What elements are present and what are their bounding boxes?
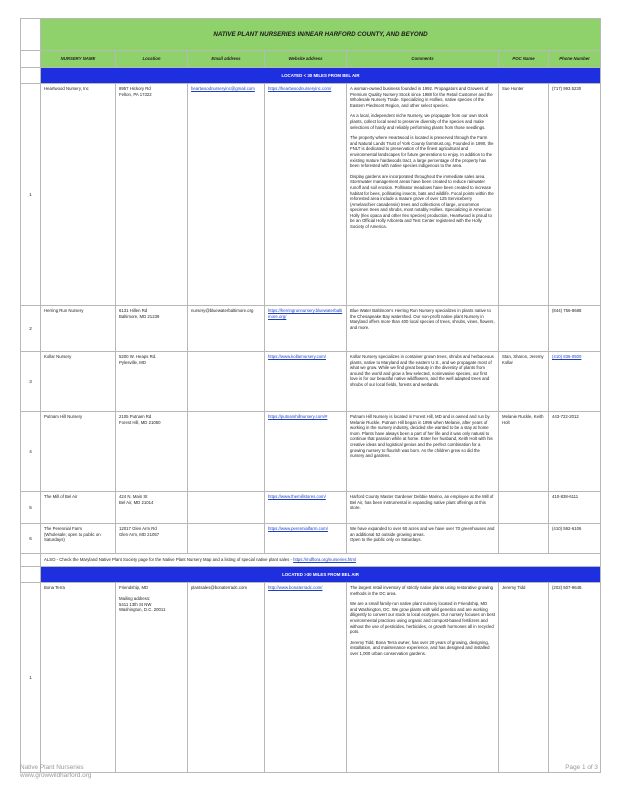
nursery-name-cell <box>41 492 116 524</box>
nursery-table <box>20 18 601 773</box>
phone-number-cell <box>549 492 601 524</box>
title-row <box>21 19 601 51</box>
poc-name: Sue Hunter <box>502 86 524 91</box>
phone-number-cell <box>549 583 601 773</box>
row-number: 3 <box>29 378 32 384</box>
nursery-website-cell <box>265 352 347 412</box>
nursery-website-cell <box>265 524 347 554</box>
nursery-name: Kollar Nursery <box>44 354 72 359</box>
nursery-name: Herring Run Nursery <box>44 308 84 313</box>
table-row <box>21 524 601 554</box>
comment-paragraph: The property where Heartwood is located is preserved through the Farm and Natural Lands Trust of York County farmtrust.org. Founded in 1990, the FNLT is dedicated to preservation of the finest agricultural and environmental landscapes for future generations to enjoy. In addition to the existing mature hardwoods tract, a large percentage of the property has been reforested with native species indigenous to the area. <box>350 135 494 169</box>
also-row <box>21 554 601 567</box>
table-row <box>21 84 601 306</box>
nursery-name: Bona Terra <box>44 585 65 590</box>
nursery-website-cell <box>265 412 347 492</box>
nursery-location-cell <box>116 84 188 306</box>
col-website: Website address <box>265 51 347 68</box>
nursery-location-cell <box>116 583 188 773</box>
nursery-location: 6131 Hillen Rd Baltimore, MD 21239 <box>119 308 160 319</box>
nursery-name-cell <box>41 583 116 773</box>
table-row <box>21 492 601 524</box>
nursery-comments <box>347 352 499 412</box>
rows-far <box>21 583 601 773</box>
rows-near <box>21 84 601 554</box>
nursery-location: 8957 Hickory Rd Felton, PA 17322 <box>119 86 152 97</box>
row-number-cell <box>21 583 41 773</box>
page-number: Page 1 of 3 <box>565 764 598 771</box>
row-number-cell <box>21 492 41 524</box>
section-heading: LOCATED < 30 MILES FROM BEL AIR <box>41 68 601 84</box>
nursery-sheet <box>20 18 600 773</box>
row-number: 6 <box>29 535 32 541</box>
nursery-location-cell <box>116 352 188 412</box>
comment-paragraph: We have expanded to over 60 acres and we have over 70 greenhouses and an additional 52 outside growing areas. Open to the public only on Saturdays. <box>350 526 495 543</box>
header-row <box>21 51 601 68</box>
nursery-email-link[interactable]: heartwoodnurseryinc@gmail.com <box>191 86 255 91</box>
comment-paragraph: Blue Water Baltimore's Herring Run Nursery specializes in plants native to the Chesapeake Bay watershed. Our non-profit native plant Nursery in Maryland offers more than 400 local species of trees, shrubs, vines, flowers, and more. <box>350 308 495 330</box>
nursery-email: nursery@bluewaterbaltimore.org <box>191 308 254 313</box>
nursery-email-cell <box>188 524 265 554</box>
col-comments: Comments <box>347 51 499 68</box>
nursery-name-cell <box>41 84 116 306</box>
nursery-name-cell <box>41 306 116 352</box>
nursery-name: Putnam Hill Nursery <box>44 414 83 419</box>
poc-name-cell <box>499 84 549 306</box>
row-number-cell <box>21 306 41 352</box>
poc-name: Stan, Sharon, Jeremy Kollar <box>502 354 544 365</box>
nursery-comments <box>347 84 499 306</box>
comment-paragraph: Putnam Hill Nursery is located in Forest Hill, MD and is owned and run by Melanie Ruckle. Putnam Hill began in 1996 when Melanie, after years of working in the nursery industry, decided she wanted to be a stay at home mom. Plants have always been a part of her life and it was only natural to continue that passion while at home. Enter her husband, Keith Holt with his creative ideas and logistical genius and the perfect combination for a growing nursery to flourish was born. As the children grew so did the nursery and gardens. <box>350 414 493 459</box>
row-number-cell <box>21 524 41 554</box>
col-email: Email address <box>188 51 265 68</box>
nursery-name: The Perennial Farm (Wholesale; open to public on Saturdays) <box>44 526 101 543</box>
nursery-comments <box>347 524 499 554</box>
poc-name-cell <box>499 492 549 524</box>
phone-number-cell <box>549 412 601 492</box>
col-nursery-name: NURSERY NAME <box>41 51 116 68</box>
nursery-website-link[interactable]: https://putnamhillnursery.com/# <box>268 414 328 419</box>
poc-name: Jeremy Tidd <box>502 585 526 590</box>
comment-paragraph: Display gardens are incorporated throughout the immediate sales area. Stormwater management areas have been created to reduce rainwater runoff and soil erosion. Pollinator meadows have been created to increase habitat for bees, pollinating insects, bats and wildlife. Focal points within the reforested area include a mature grove of over 125 Serviceberry (Amelanchier canadensis) trees and collections of large, uncommon specimen trees and shrubs, most notably Hollies. Specializing in American Holly (Ilex opaca and other Ilex species) production, Heartwood is proud to be an Official Holly Arboreta and Test Center registered with the Holly Society of America. <box>350 173 494 230</box>
poc-name-cell <box>499 524 549 554</box>
poc-name-cell <box>499 412 549 492</box>
phone-number: 410-838-6111 <box>552 494 579 499</box>
nursery-location: 2105 Putnam Rd Forest Hill, MD 21050 <box>119 414 161 425</box>
mnps-link[interactable]: https://mdflora.org/nurseries.html <box>293 557 356 563</box>
col-poc: POC Name <box>499 51 549 68</box>
footer-left <box>20 764 91 780</box>
nursery-location: 424 N. Main St Bel Air, MD 21014 <box>119 494 154 505</box>
phone-number: 443-722-2012 <box>552 414 579 419</box>
table-row <box>21 412 601 492</box>
document-title: NATIVE PLANT NURSERIES IN/NEAR HARFORD COUNTY, AND BEYOND <box>41 19 601 51</box>
phone-number: (844) 756-8688 <box>552 308 582 313</box>
nursery-website-link[interactable]: https://herringrunnursery.bluewaterbaltimore.org/ <box>268 308 343 319</box>
nursery-name-cell <box>41 412 116 492</box>
col-phone: Phone Number <box>549 51 601 68</box>
nursery-comments <box>347 306 499 352</box>
nursery-website-link[interactable]: https://heartwoodnurseryinc.com/ <box>268 86 332 91</box>
row-number-cell <box>21 352 41 412</box>
nursery-email-cell <box>188 84 265 306</box>
phone-number: (202) 507-9648. <box>552 585 583 590</box>
row-number: 2 <box>29 325 32 331</box>
comment-paragraph: As a local, independent niche Nursery, we propagate from our own stock plants, collect local seed to preserve diversity of the species and make selections of hardy and reliably performing plants from those seedlings. <box>350 113 488 130</box>
nursery-email-cell <box>188 492 265 524</box>
comment-paragraph: We are a small family-run native plant nursery located in Friendship, MD and Washington, DC. We grow plants with wild genetics and are working diligently to convert our stock to local ecotypes. Our nursery focuses on best environmental practices using organic and compost-based fertilizers and without the use of pesticides, herbicides, or growth hormones all in recycled pots. <box>350 601 495 635</box>
comment-paragraph: Kollar Nursery specializes in container grown trees, shrubs and herbaceous plants, native to Maryland and the eastern U.S., and we propagate most of what we grow. While we find great beauty in the diversity of plants from around the world and grow a few selected, noninvasive species, our first love is for our beautiful native wildflowers, and the well adapted trees and shrubs of our local fields, forests and wetlands. <box>350 354 494 387</box>
nursery-comments <box>347 583 499 773</box>
poc-name: Melanie Ruckle, Keith Holt <box>502 414 544 425</box>
poc-name-cell <box>499 352 549 412</box>
table-row <box>21 306 601 352</box>
nursery-location: 12017 Glen Arm Rd Glen Arm, MD 21057 <box>119 526 160 537</box>
poc-name-cell <box>499 306 549 352</box>
row-number: 1 <box>29 674 32 680</box>
nursery-location: Friendship, MD Mailing address: 5411 13th St NW Washington, D.C. 20011 <box>119 585 166 613</box>
table-row <box>21 583 601 773</box>
row-number-cell <box>21 84 41 306</box>
footer-title: Native Plant Nurseries <box>20 764 84 771</box>
phone-number: (410) 592-6106 <box>552 526 582 531</box>
nursery-email-cell <box>188 306 265 352</box>
nursery-website-cell <box>265 492 347 524</box>
section-heading: LOCATED >30 MILES FROM BEL AIR <box>41 567 601 583</box>
nursery-comments <box>347 412 499 492</box>
nursery-email-cell <box>188 352 265 412</box>
row-number: 4 <box>29 448 32 454</box>
comment-paragraph: A woman-owned business founded in 1992. Propagators and Growers of Premium Quality Nursery Stock since 1988 for the Retail Customer and the Wholesale Nursery Trade. Specializing in Hollies, native species of the Eastern Piedmont Region, and other select species. <box>350 86 493 108</box>
phone-number-cell <box>549 352 601 412</box>
col-location: Location <box>116 51 188 68</box>
nursery-website-cell <box>265 306 347 352</box>
nursery-location-cell <box>116 306 188 352</box>
nursery-name: Heartwood Nursery, Inc <box>44 86 89 91</box>
nursery-website-link[interactable]: https://www.perennialfarm.com/ <box>268 526 328 531</box>
nursery-website-cell <box>265 583 347 773</box>
nursery-name-cell <box>41 524 116 554</box>
row-number-cell <box>21 412 41 492</box>
nursery-email: plantsales@bonaterradc.com <box>191 585 247 590</box>
nursery-location-cell <box>116 412 188 492</box>
row-number: 1 <box>29 191 32 197</box>
nursery-location: 5200 W. Heaps Rd. Pylesville, MD <box>119 354 157 365</box>
comment-paragraph: Harford County Master Gardener Debbie Marino, an employee at the Mill of Bel Air, has been instrumental in expanding native plant offerings at this store. <box>350 494 494 511</box>
phone-number: (717) 993.5230 <box>552 86 582 91</box>
comment-paragraph: The largest retail inventory of strictly native plants using restorative growing methods in the DC area. <box>350 585 494 596</box>
table-row <box>21 352 601 412</box>
nursery-website-cell <box>265 84 347 306</box>
row-number: 5 <box>29 504 32 510</box>
phone-number-cell <box>549 524 601 554</box>
footer-url: www.growwildharford.org <box>20 772 92 779</box>
phone-number[interactable]: (410) 836-0500 <box>552 354 582 359</box>
comment-paragraph: Jeremy Tidd, Bona Terra owner, has over 20 years of growing, designing, installation, and maintenance experience, and has designed and installed over 1,000 urban conservation gardens. <box>350 639 490 656</box>
section-row <box>21 567 601 583</box>
nursery-location-cell <box>116 492 188 524</box>
nursery-name: The Mill of Bel Air <box>44 494 78 499</box>
nursery-comments <box>347 492 499 524</box>
nursery-website-link[interactable]: http://www.bonaterradc.com/ <box>268 585 323 590</box>
also-note: ALSO - Check the Maryland Native Plant Society page for the Native Plant Nursery Map and a listing of special native plant sales - https://mdflora.org/nurseries.html <box>41 554 601 567</box>
phone-number-cell <box>549 306 601 352</box>
nursery-website-link[interactable]: https://www.themillstores.com/ <box>268 494 326 499</box>
nursery-email-cell <box>188 412 265 492</box>
phone-number-cell <box>549 84 601 306</box>
nursery-location-cell <box>116 524 188 554</box>
section-row <box>21 68 601 84</box>
poc-name-cell <box>499 583 549 773</box>
nursery-email-cell <box>188 583 265 773</box>
nursery-name-cell <box>41 352 116 412</box>
nursery-website-link[interactable]: https://www.kollarnursery.com/ <box>268 354 326 359</box>
